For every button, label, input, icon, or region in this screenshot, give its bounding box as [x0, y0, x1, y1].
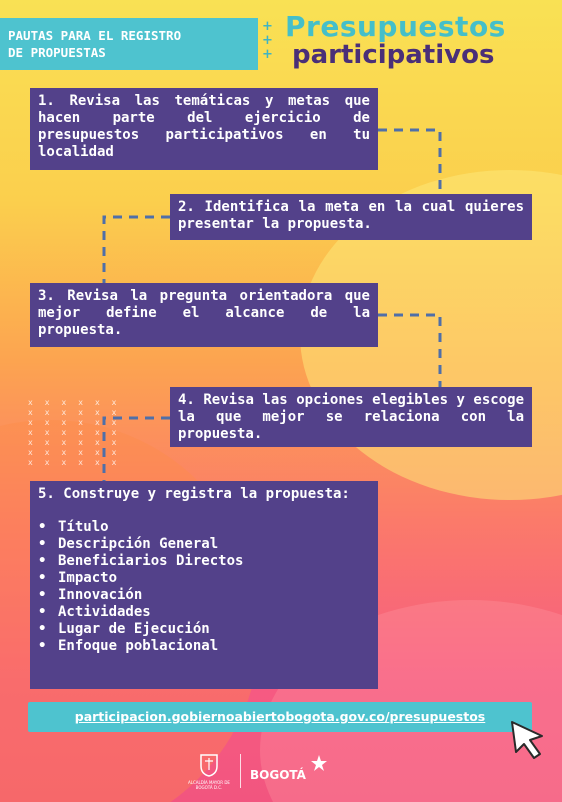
- connector-1-2: [378, 130, 440, 194]
- step-3-text: 3. Revisa la pregunta orientadora que mejor define el alcance de la propuesta.: [38, 288, 370, 338]
- step-4-text: 4. Revisa las opciones elegibles y escoge la que mejor se relaciona con la propuesta.: [178, 392, 524, 442]
- step-1-box: [30, 88, 378, 170]
- step-5-box: [30, 481, 378, 689]
- decorative-x-pattern: xxxxxx xxxxxx xxxxxx xxxxxx xxxxxx xxxxxx xxxxxx: [28, 398, 129, 467]
- bullet-icon: •: [38, 553, 47, 569]
- step-5-text: 5. Construye y registra la propuesta:: [38, 486, 350, 502]
- header-badge-line1: PAUTAS PARA EL REGISTRO: [8, 28, 182, 43]
- footer-logos: [170, 748, 370, 793]
- step-4-box: [170, 387, 532, 447]
- bullet-icon: •: [38, 587, 47, 603]
- bullet-icon: •: [38, 621, 47, 637]
- header-badge-line2: DE PROPUESTAS: [8, 45, 106, 60]
- list-item: • Enfoque poblacional: [38, 638, 219, 654]
- step-2-text: 2. Identifica la meta en la cual quieres presentar la propuesta.: [178, 199, 524, 232]
- connector-3-4: [378, 315, 440, 387]
- url-banner[interactable]: [28, 702, 532, 732]
- list-item: • Actividades: [38, 604, 151, 620]
- cursor-arrow-icon: [508, 718, 548, 762]
- bullet-icon: •: [38, 638, 47, 654]
- list-item: • Título: [38, 519, 109, 535]
- step-3-box: [30, 283, 378, 347]
- bogota-logo-text: BOGOTÁ: [250, 768, 306, 782]
- page-title-line1: Presupuestos: [285, 10, 506, 43]
- escudo-icon: [198, 752, 220, 778]
- bullet-icon: •: [38, 536, 47, 552]
- requirements-list: [38, 519, 370, 655]
- list-item: • Innovación: [38, 587, 143, 603]
- list-item: • Beneficiarios Directos: [38, 553, 244, 569]
- list-item: • Lugar de Ejecución: [38, 621, 210, 637]
- list-item: • Descripción General: [38, 536, 219, 552]
- page-title-line2: participativos: [292, 40, 495, 70]
- plus-icon: + + +: [262, 19, 273, 62]
- connector-2-3: [104, 217, 170, 283]
- bogota-logo-icon: [310, 754, 328, 772]
- bullet-icon: •: [38, 604, 47, 620]
- website-link[interactable]: participacion.gobiernoabiertobogota.gov.co/presupuestos: [74, 709, 486, 724]
- bullet-icon: •: [38, 519, 47, 535]
- bullet-icon: •: [38, 570, 47, 586]
- step-2-box: [170, 194, 532, 240]
- list-item: • Impacto: [38, 570, 118, 586]
- escudo-caption: ALCALDÍA MAYOR DE BOGOTÁ D.C.: [188, 780, 230, 790]
- step-1-text: 1. Revisa las temáticas y metas que hacen parte del ejercicio de presupuestos participativos en tu localidad: [38, 93, 370, 160]
- footer-divider: [240, 754, 241, 788]
